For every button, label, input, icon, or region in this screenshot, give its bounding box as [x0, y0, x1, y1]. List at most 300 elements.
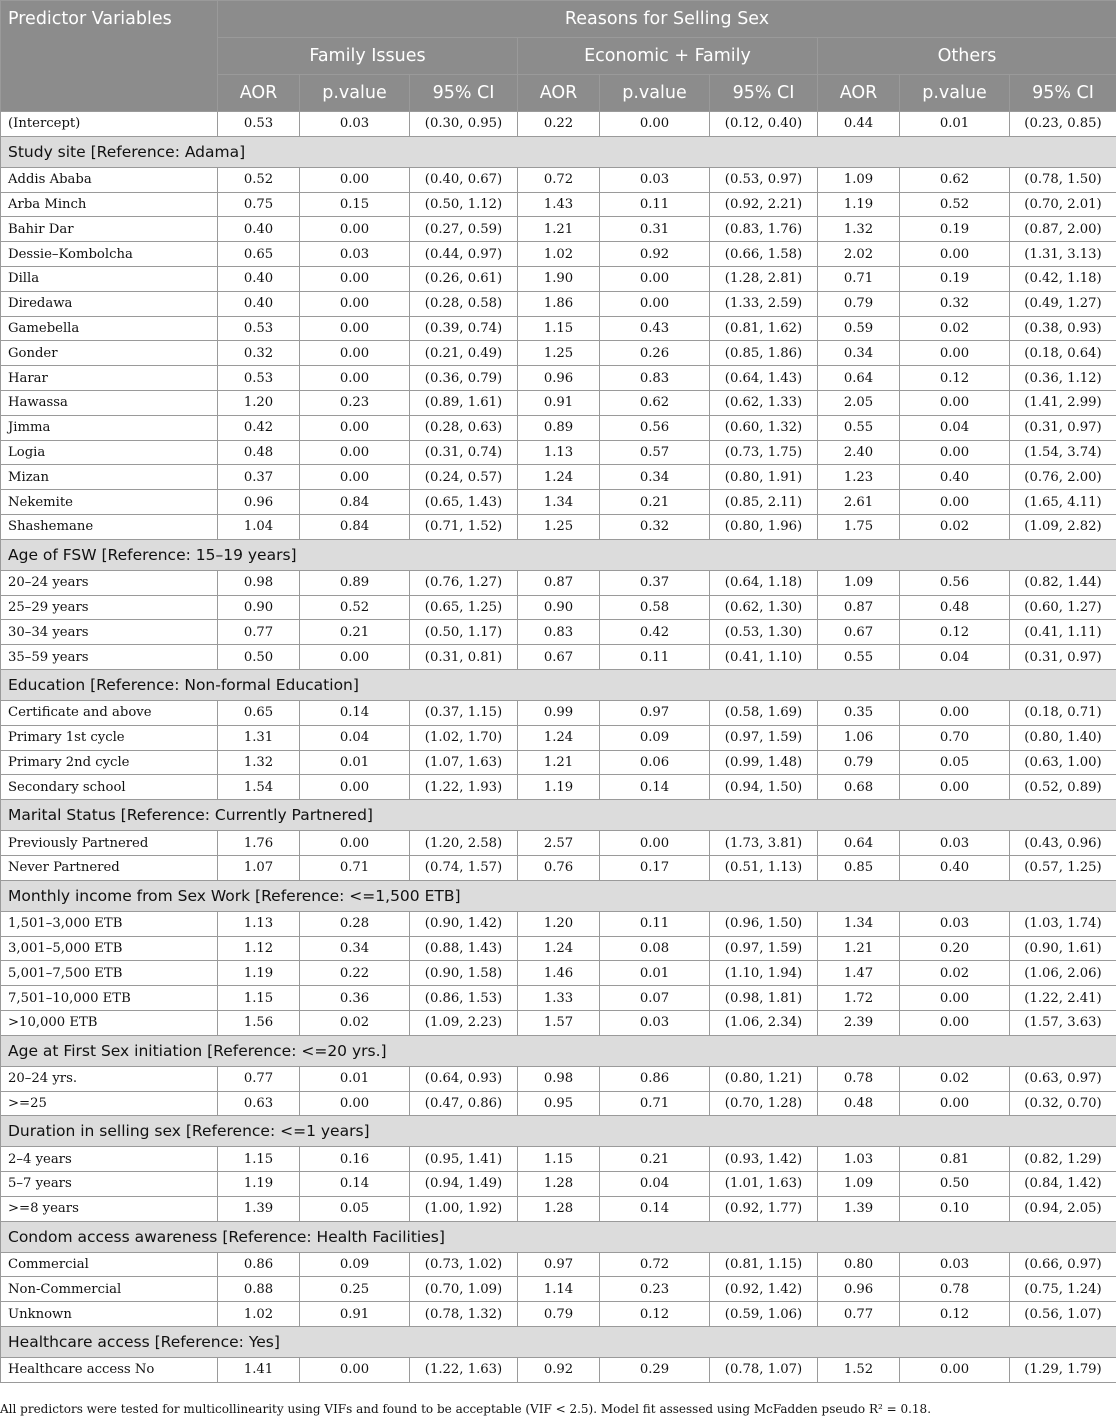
- table-cell: (1.09, 2.82): [1010, 514, 1116, 539]
- table-cell: 0.00: [300, 167, 410, 192]
- table-cell: 1.43: [518, 192, 600, 217]
- table-cell: 0.77: [818, 1302, 900, 1327]
- table-row: [1, 167, 1116, 192]
- table-cell: 0.00: [300, 775, 410, 800]
- table-cell: (1.73, 3.81): [710, 831, 818, 856]
- table-cell: (0.43, 0.96): [1010, 831, 1116, 856]
- table-cell: 0.53: [218, 316, 300, 341]
- table-cell: 0.48: [900, 595, 1010, 620]
- table-cell: (0.18, 0.71): [1010, 700, 1116, 725]
- table-row: [1, 936, 1116, 961]
- group-header-others: Others: [818, 38, 1116, 75]
- table-cell: (1.65, 4.11): [1010, 490, 1116, 515]
- table-cell: 0.95: [518, 1091, 600, 1116]
- table-cell: 0.02: [900, 514, 1010, 539]
- table-cell: (0.52, 0.89): [1010, 775, 1116, 800]
- table-cell: 0.04: [600, 1172, 710, 1197]
- row-label: Dessie–Kombolcha: [1, 242, 218, 267]
- row-label: Dilla: [1, 266, 218, 291]
- table-cell: (0.90, 1.42): [410, 911, 518, 936]
- table-row: [1, 831, 1116, 856]
- table-cell: 0.55: [818, 415, 900, 440]
- table-cell: 2.57: [518, 831, 600, 856]
- table-cell: (0.40, 0.67): [410, 167, 518, 192]
- section-header-row: [1, 539, 1116, 570]
- table-cell: 0.37: [600, 570, 710, 595]
- table-cell: (0.76, 2.00): [1010, 465, 1116, 490]
- table-cell: 0.40: [900, 855, 1010, 880]
- table-cell: 0.34: [300, 936, 410, 961]
- table-cell: 0.28: [300, 911, 410, 936]
- table-cell: (0.93, 1.42): [710, 1147, 818, 1172]
- table-row: [1, 242, 1116, 267]
- table-cell: 0.62: [900, 167, 1010, 192]
- table-cell: 0.22: [300, 961, 410, 986]
- row-label: Unknown: [1, 1302, 218, 1327]
- table-cell: (0.99, 1.48): [710, 750, 818, 775]
- table-cell: 0.89: [300, 570, 410, 595]
- table-cell: 0.64: [818, 831, 900, 856]
- section-header-row: [1, 669, 1116, 700]
- row-label: Primary 1st cycle: [1, 725, 218, 750]
- table-cell: 0.00: [300, 266, 410, 291]
- table-cell: 0.19: [900, 266, 1010, 291]
- table-cell: 0.21: [600, 1147, 710, 1172]
- table-cell: 1.15: [218, 986, 300, 1011]
- row-label: Jimma: [1, 415, 218, 440]
- table-row: [1, 316, 1116, 341]
- table-cell: (0.96, 1.50): [710, 911, 818, 936]
- table-cell: 0.79: [818, 291, 900, 316]
- table-cell: 0.02: [900, 961, 1010, 986]
- table-cell: (0.30, 0.95): [410, 112, 518, 137]
- table-cell: 0.14: [600, 1196, 710, 1221]
- table-cell: 0.89: [518, 415, 600, 440]
- table-cell: 0.43: [600, 316, 710, 341]
- table-cell: (1.20, 2.58): [410, 831, 518, 856]
- table-cell: 1.20: [218, 390, 300, 415]
- table-cell: 0.87: [518, 570, 600, 595]
- row-label: (Intercept): [1, 112, 218, 137]
- table-cell: 0.00: [600, 291, 710, 316]
- table-cell: 0.12: [600, 1302, 710, 1327]
- table-cell: 0.11: [600, 645, 710, 670]
- table-cell: 1.21: [518, 750, 600, 775]
- table-cell: (0.73, 1.75): [710, 440, 818, 465]
- row-label: Gonder: [1, 341, 218, 366]
- table-cell: 1.57: [518, 1010, 600, 1035]
- table-cell: 0.11: [600, 911, 710, 936]
- table-cell: 0.81: [900, 1147, 1010, 1172]
- table-cell: (0.57, 1.25): [1010, 855, 1116, 880]
- table-cell: 1.12: [218, 936, 300, 961]
- table-cell: (0.81, 1.15): [710, 1252, 818, 1277]
- table-cell: (0.26, 0.61): [410, 266, 518, 291]
- table-cell: (0.84, 1.42): [1010, 1172, 1116, 1197]
- table-cell: 0.78: [818, 1066, 900, 1091]
- table-cell: 0.71: [600, 1091, 710, 1116]
- table-row: [1, 415, 1116, 440]
- table-cell: (0.80, 1.21): [710, 1066, 818, 1091]
- table-footnote: All predictors were tested for multicollinearity using VIFs and found to be acceptable (VIF < 2.5). Model fit assessed using McFadden pseudo R² = 0.18.: [0, 1402, 932, 1416]
- table-row: [1, 855, 1116, 880]
- table-cell: 0.00: [900, 986, 1010, 1011]
- table-cell: 0.00: [300, 645, 410, 670]
- table-cell: (0.56, 1.07): [1010, 1302, 1116, 1327]
- table-cell: 0.72: [600, 1252, 710, 1277]
- table-cell: 0.05: [900, 750, 1010, 775]
- subcolumn-header: 95% CI: [410, 75, 518, 112]
- table-row: [1, 700, 1116, 725]
- table-cell: 0.02: [900, 1066, 1010, 1091]
- table-cell: 0.86: [600, 1066, 710, 1091]
- row-label: 7,501–10,000 ETB: [1, 986, 218, 1011]
- table-cell: 0.98: [218, 570, 300, 595]
- table-cell: (0.60, 1.32): [710, 415, 818, 440]
- table-cell: 0.79: [518, 1302, 600, 1327]
- table-cell: 1.03: [818, 1147, 900, 1172]
- table-row: [1, 986, 1116, 1011]
- table-cell: 0.06: [600, 750, 710, 775]
- table-cell: 0.77: [218, 620, 300, 645]
- table-cell: 0.00: [300, 1091, 410, 1116]
- table-cell: (0.85, 1.86): [710, 341, 818, 366]
- table-cell: 0.00: [300, 316, 410, 341]
- section-title: Age at First Sex initiation [Reference: <=20 yrs.]: [1, 1035, 1116, 1066]
- table-cell: 0.40: [218, 217, 300, 242]
- table-cell: (0.44, 0.97): [410, 242, 518, 267]
- table-cell: 0.90: [518, 595, 600, 620]
- table-cell: (0.59, 1.06): [710, 1302, 818, 1327]
- table-cell: 0.03: [600, 1010, 710, 1035]
- table-cell: 0.14: [600, 775, 710, 800]
- table-cell: 0.11: [600, 192, 710, 217]
- table-cell: 0.96: [518, 366, 600, 391]
- table-cell: (0.80, 1.91): [710, 465, 818, 490]
- table-row: [1, 775, 1116, 800]
- section-title: Condom access awareness [Reference: Health Facilities]: [1, 1221, 1116, 1252]
- table-row: [1, 645, 1116, 670]
- table-cell: 1.19: [218, 1172, 300, 1197]
- row-label: Gamebella: [1, 316, 218, 341]
- table-cell: (1.31, 3.13): [1010, 242, 1116, 267]
- table-cell: (1.57, 3.63): [1010, 1010, 1116, 1035]
- table-cell: 0.03: [900, 831, 1010, 856]
- table-cell: 0.22: [518, 112, 600, 137]
- row-label: Addis Ababa: [1, 167, 218, 192]
- table-cell: 1.46: [518, 961, 600, 986]
- table-cell: 0.08: [600, 936, 710, 961]
- table-cell: 1.21: [518, 217, 600, 242]
- table-cell: (0.36, 1.12): [1010, 366, 1116, 391]
- table-cell: (0.81, 1.62): [710, 316, 818, 341]
- subcolumn-header: p.value: [300, 75, 410, 112]
- table-cell: 0.04: [300, 725, 410, 750]
- table-cell: 0.03: [300, 242, 410, 267]
- table-cell: 0.53: [218, 112, 300, 137]
- row-label: 1,501–3,000 ETB: [1, 911, 218, 936]
- table-cell: 0.59: [818, 316, 900, 341]
- table-cell: 0.05: [300, 1196, 410, 1221]
- table-cell: 1.24: [518, 465, 600, 490]
- table-cell: 1.13: [518, 440, 600, 465]
- table-cell: 0.00: [300, 291, 410, 316]
- table-row: [1, 390, 1116, 415]
- table-cell: (0.80, 1.40): [1010, 725, 1116, 750]
- table-cell: (1.07, 1.63): [410, 750, 518, 775]
- row-label: Non-Commercial: [1, 1277, 218, 1302]
- table-cell: (1.22, 1.63): [410, 1358, 518, 1383]
- table-cell: 0.01: [600, 961, 710, 986]
- table-cell: 0.29: [600, 1358, 710, 1383]
- table-cell: 0.00: [900, 341, 1010, 366]
- table-cell: 0.67: [518, 645, 600, 670]
- table-cell: 0.80: [818, 1252, 900, 1277]
- table-cell: 0.19: [900, 217, 1010, 242]
- table-row: [1, 366, 1116, 391]
- table-cell: 0.00: [900, 440, 1010, 465]
- table-cell: 0.84: [300, 514, 410, 539]
- table-cell: 0.09: [300, 1252, 410, 1277]
- row-label: Commercial: [1, 1252, 218, 1277]
- row-label: Harar: [1, 366, 218, 391]
- table-cell: (0.82, 1.44): [1010, 570, 1116, 595]
- table-row: [1, 725, 1116, 750]
- table-cell: 0.58: [600, 595, 710, 620]
- table-cell: (1.28, 2.81): [710, 266, 818, 291]
- section-title: Study site [Reference: Adama]: [1, 136, 1116, 167]
- table-cell: 0.76: [518, 855, 600, 880]
- table-cell: 0.52: [900, 192, 1010, 217]
- table-cell: (0.70, 2.01): [1010, 192, 1116, 217]
- table-row: [1, 1302, 1116, 1327]
- row-label: 25–29 years: [1, 595, 218, 620]
- table-cell: 0.00: [300, 1358, 410, 1383]
- table-row: [1, 440, 1116, 465]
- table-cell: (1.41, 2.99): [1010, 390, 1116, 415]
- table-cell: 0.36: [300, 986, 410, 1011]
- table-cell: (0.42, 1.18): [1010, 266, 1116, 291]
- table-cell: 1.86: [518, 291, 600, 316]
- table-cell: 1.90: [518, 266, 600, 291]
- table-cell: (0.31, 0.97): [1010, 645, 1116, 670]
- table-cell: 0.65: [218, 700, 300, 725]
- table-cell: 0.48: [818, 1091, 900, 1116]
- table-row: [1, 1010, 1116, 1035]
- table-cell: (0.76, 1.27): [410, 570, 518, 595]
- table-cell: 1.24: [518, 936, 600, 961]
- row-label: Logia: [1, 440, 218, 465]
- table-row: [1, 291, 1116, 316]
- table-cell: 0.52: [300, 595, 410, 620]
- table-cell: 1.06: [818, 725, 900, 750]
- table-cell: (0.90, 1.61): [1010, 936, 1116, 961]
- table-row: [1, 595, 1116, 620]
- table-cell: 0.00: [300, 440, 410, 465]
- row-label: 2–4 years: [1, 1147, 218, 1172]
- table-cell: 1.32: [818, 217, 900, 242]
- table-cell: (0.92, 1.77): [710, 1196, 818, 1221]
- table-cell: 0.03: [300, 112, 410, 137]
- table-cell: 0.00: [900, 775, 1010, 800]
- table-cell: (1.01, 1.63): [710, 1172, 818, 1197]
- table-cell: 0.32: [900, 291, 1010, 316]
- table-cell: 0.32: [600, 514, 710, 539]
- row-label: Secondary school: [1, 775, 218, 800]
- table-cell: 0.00: [600, 266, 710, 291]
- table-cell: (0.31, 0.97): [1010, 415, 1116, 440]
- table-cell: (0.65, 1.25): [410, 595, 518, 620]
- table-cell: (0.95, 1.41): [410, 1147, 518, 1172]
- table-cell: (1.06, 2.34): [710, 1010, 818, 1035]
- subcolumn-header: p.value: [900, 75, 1010, 112]
- table-cell: 0.79: [818, 750, 900, 775]
- row-label: Arba Minch: [1, 192, 218, 217]
- table-cell: 1.02: [218, 1302, 300, 1327]
- table-cell: 0.00: [900, 390, 1010, 415]
- table-cell: 0.55: [818, 645, 900, 670]
- table-cell: 0.67: [818, 620, 900, 645]
- table-cell: (1.09, 2.23): [410, 1010, 518, 1035]
- table-row: [1, 1147, 1116, 1172]
- table-cell: 0.97: [518, 1252, 600, 1277]
- row-label: Hawassa: [1, 390, 218, 415]
- table-cell: 0.04: [900, 645, 1010, 670]
- table-cell: 1.25: [518, 514, 600, 539]
- table-cell: (0.63, 1.00): [1010, 750, 1116, 775]
- table-cell: 0.00: [300, 415, 410, 440]
- table-cell: 1.15: [518, 316, 600, 341]
- table-cell: 0.14: [300, 1172, 410, 1197]
- table-cell: 0.01: [900, 112, 1010, 137]
- table-cell: 1.04: [218, 514, 300, 539]
- table-row: [1, 490, 1116, 515]
- table-cell: (0.83, 1.76): [710, 217, 818, 242]
- table-cell: (0.31, 0.74): [410, 440, 518, 465]
- table-cell: 0.00: [600, 112, 710, 137]
- table-cell: 1.09: [818, 1172, 900, 1197]
- table-cell: (0.86, 1.53): [410, 986, 518, 1011]
- subcolumn-header: 95% CI: [710, 75, 818, 112]
- table-cell: 0.35: [818, 700, 900, 725]
- table-cell: (0.75, 1.24): [1010, 1277, 1116, 1302]
- table-cell: (0.47, 0.86): [410, 1091, 518, 1116]
- table-cell: (0.36, 0.79): [410, 366, 518, 391]
- table-row: [1, 1091, 1116, 1116]
- table-cell: (1.22, 2.41): [1010, 986, 1116, 1011]
- table-cell: 0.00: [300, 341, 410, 366]
- table-cell: (1.00, 1.92): [410, 1196, 518, 1221]
- table-cell: 0.04: [900, 415, 1010, 440]
- section-title: Duration in selling sex [Reference: <=1 years]: [1, 1116, 1116, 1147]
- table-cell: (0.24, 0.57): [410, 465, 518, 490]
- row-label: >=8 years: [1, 1196, 218, 1221]
- table-cell: 0.72: [518, 167, 600, 192]
- table-cell: 1.52: [818, 1358, 900, 1383]
- table-row: [1, 514, 1116, 539]
- table-cell: 0.01: [300, 750, 410, 775]
- table-row: [1, 911, 1116, 936]
- table-row: [1, 217, 1116, 242]
- table-cell: 0.21: [600, 490, 710, 515]
- table-cell: 0.21: [300, 620, 410, 645]
- table-cell: 0.64: [818, 366, 900, 391]
- table-row: [1, 570, 1116, 595]
- subcolumn-header: AOR: [818, 75, 900, 112]
- table-cell: 0.15: [300, 192, 410, 217]
- table-cell: (0.60, 1.27): [1010, 595, 1116, 620]
- section-header-row: [1, 136, 1116, 167]
- table-cell: 1.25: [518, 341, 600, 366]
- subcolumn-header: p.value: [600, 75, 710, 112]
- table-cell: (0.53, 0.97): [710, 167, 818, 192]
- table-cell: (0.78, 1.50): [1010, 167, 1116, 192]
- subcolumn-header: AOR: [218, 75, 300, 112]
- table-cell: 1.28: [518, 1196, 600, 1221]
- table-cell: 0.02: [900, 316, 1010, 341]
- table-cell: (0.94, 2.05): [1010, 1196, 1116, 1221]
- table-cell: 0.56: [600, 415, 710, 440]
- table-cell: (0.65, 1.43): [410, 490, 518, 515]
- table-cell: (0.64, 0.93): [410, 1066, 518, 1091]
- table-cell: 0.09: [600, 725, 710, 750]
- table-cell: 0.00: [900, 1358, 1010, 1383]
- table-cell: 0.03: [900, 1252, 1010, 1277]
- row-label: 30–34 years: [1, 620, 218, 645]
- row-label: Previously Partnered: [1, 831, 218, 856]
- table-cell: 1.39: [818, 1196, 900, 1221]
- table-cell: 0.34: [600, 465, 710, 490]
- row-label: Nekemite: [1, 490, 218, 515]
- table-cell: 0.03: [900, 911, 1010, 936]
- table-cell: (0.78, 1.32): [410, 1302, 518, 1327]
- section-header-row: [1, 1116, 1116, 1147]
- table-cell: 1.41: [218, 1358, 300, 1383]
- section-title: Healthcare access [Reference: Yes]: [1, 1327, 1116, 1358]
- table-cell: 0.40: [218, 266, 300, 291]
- table-cell: 0.57: [600, 440, 710, 465]
- table-cell: 0.23: [600, 1277, 710, 1302]
- table-cell: (0.94, 1.50): [710, 775, 818, 800]
- table-cell: 0.71: [818, 266, 900, 291]
- table-cell: (0.66, 0.97): [1010, 1252, 1116, 1277]
- subcolumn-header: AOR: [518, 75, 600, 112]
- section-header-row: [1, 880, 1116, 911]
- table-row: [1, 1358, 1116, 1383]
- table-cell: 0.48: [218, 440, 300, 465]
- table-cell: 1.28: [518, 1172, 600, 1197]
- table-cell: 1.34: [518, 490, 600, 515]
- table-cell: (0.41, 1.10): [710, 645, 818, 670]
- table-cell: 0.42: [218, 415, 300, 440]
- table-cell: (0.92, 2.21): [710, 192, 818, 217]
- table-cell: 0.23: [300, 390, 410, 415]
- table-body: [1, 112, 1116, 1383]
- table-cell: 0.42: [600, 620, 710, 645]
- table-cell: (1.10, 1.94): [710, 961, 818, 986]
- table-cell: 1.33: [518, 986, 600, 1011]
- table-cell: 1.24: [518, 725, 600, 750]
- table-row: [1, 192, 1116, 217]
- table-cell: (0.12, 0.40): [710, 112, 818, 137]
- table-cell: (0.62, 1.30): [710, 595, 818, 620]
- table-cell: 0.50: [900, 1172, 1010, 1197]
- table-cell: 0.91: [518, 390, 600, 415]
- table-cell: (0.28, 0.63): [410, 415, 518, 440]
- table-cell: (0.50, 1.17): [410, 620, 518, 645]
- table-cell: (0.74, 1.57): [410, 855, 518, 880]
- table-cell: (1.03, 1.74): [1010, 911, 1116, 936]
